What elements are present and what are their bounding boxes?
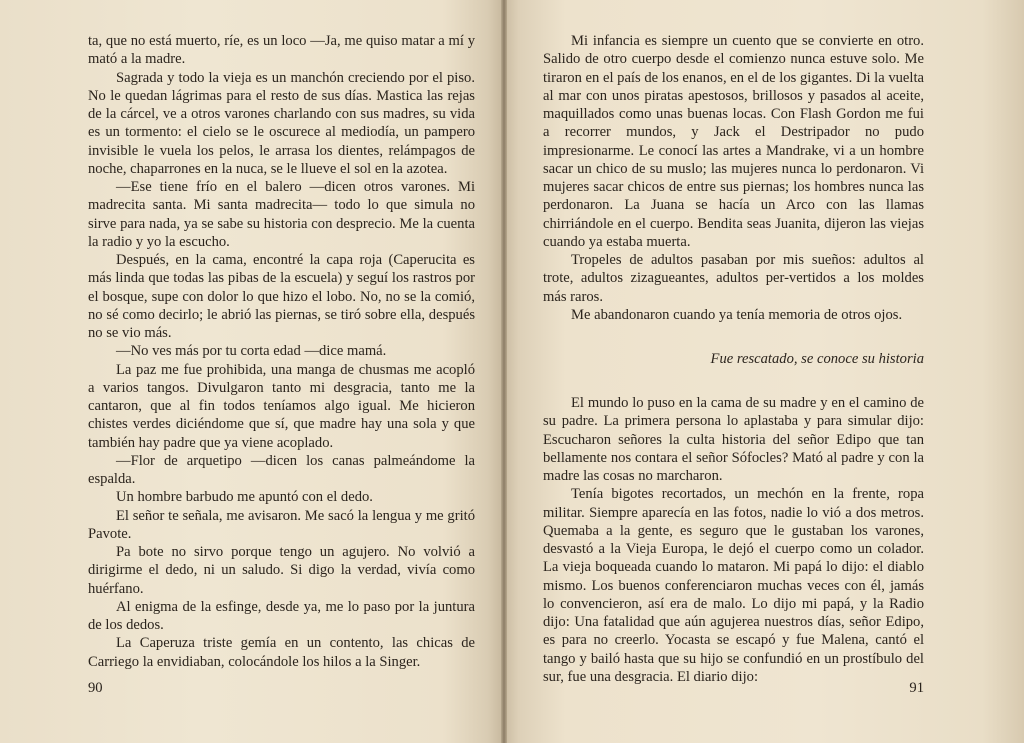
left-page-text: [88, 32, 475, 671]
paragraph: Sagrada y todo la vieja es un manchón creciendo por el piso. No le quedan lágrimas para el resto de sus días. Mastica las rejas de la cárcel, ve a otros varones charlando con sus madres, su vida es un tormento: el cielo se le oscurece al mediodía, un pampero invisible le vuela los pelos, le arrasa los dientes, relámpagos de noche, chaparrones en la nuca, se le llueve el sol en la azotea.: [88, 69, 475, 177]
paragraph: Pa bote no sirvo porque tengo un agujero. No volvió a dirigirme el dedo, ni un saludo. Si digo la verdad, vivía como huérfano.: [88, 544, 475, 597]
paragraph: —Flor de arquetipo —dicen los canas palmeándome la espalda.: [88, 452, 475, 487]
paragraph: —Ese tiene frío en el balero —dicen otros varones. Mi madrecita santa. Mi santa madrecita— todo lo que simula no sirve para nada, ya se sabe su historia con desprecio. Me la cuenta la radio y yo la escucho.: [88, 179, 475, 250]
paragraph: El mundo lo puso en la cama de su madre y en el camino de su padre. La primera persona lo aplastaba y para simular dijo: Escucharon señores la culta historia del señor Edipo que tan bellamente nos contara el señor Sófocles? Mató al padre y con la madre las cosas no marcharon.: [543, 395, 924, 484]
paragraph: —No ves más por tu corta edad —dice mamá.: [116, 343, 387, 360]
page-number: 91: [909, 680, 924, 696]
right-page-text: [543, 32, 924, 686]
paragraph: Después, en la cama, encontré la capa roja (Caperucita es más linda que todas las pibas de la escuela) y seguí los rastros por el bosque, supe con dolor lo que hizo el lobo. No, no se la comió, no sé como decirlo; le abrió las piernas, se tiró sobre ella, después no se vio más.: [88, 252, 475, 341]
page-number: 90: [88, 680, 103, 696]
paragraph: Mi infancia es siempre un cuento que se convierte en otro. Salido de otro cuerpo desde el comienzo nunca estuve solo. Me tiraron en el país de los enanos, en el de los gigantes. Di la vuelta al mar con unos piratas apestosos, brillosos y pasados al aceite, maquillados como unas buenas locas. Con Flash Gordon me fui a recorrer mundos, y Jack el Destripador no pudo impresionarme. Le conocí las artes a Mandrake, vi a un hombre sacar un chico de su muslo; las mujeres nunca lo perdonaron. Vi mujeres sacar chicos de entre sus piernas; los hombres nunca las perdonaron. La Juana se hacía un Arco con las llamas chirriándole en el cuerpo. Bendita seas Juanita, dijeron las viejas cuando ya estaba muerta.: [543, 33, 924, 250]
right-page: [503, 0, 1024, 743]
paragraph: El señor te señala, me avisaron. Me sacó la lengua y me gritó Pavote.: [88, 507, 475, 542]
section-heading: Fue rescatado, se conoce su historia: [710, 351, 924, 367]
paragraph: Un hombre barbudo me apuntó con el dedo.: [116, 489, 373, 506]
paragraph: La Caperuza triste gemía en un contento, las chicas de Carriego la envidiaban, colocándole los hilos a la Singer.: [88, 635, 475, 670]
paragraph: Al enigma de la esfinge, desde ya, me lo paso por la juntura de los dedos.: [88, 598, 475, 633]
left-page: [0, 0, 503, 743]
paragraph: Me abandonaron cuando ya tenía memoria de otros ojos.: [571, 306, 903, 323]
paragraph: Tropeles de adultos pasaban por mis sueños: adultos al trote, adultos zizagueantes, adultos per-vertidos a los moldes más raros.: [543, 252, 924, 305]
paragraph: La paz me fue prohibida, una manga de chusmas me acopló a varios tangos. Divulgaron tanto mi desgracia, tanto me la cantaron, que al fin todos teníamos algo igual. Me hicieron chistes verdes diciéndome que sí, que madre hay una sola y que también hay padre que ya viene acoplado.: [88, 361, 475, 451]
book-gutter: [501, 0, 507, 743]
paragraph: Tenía bigotes recortados, un mechón en la frente, ropa militar. Siempre aparecía en las fotos, nadie lo vió a dos metros. Quemaba a la gente, es seguro que le gustaban los varones, desvastó a la Vieja Europa, le dejó el cuerpo como un colador. La vieja boqueada cuando lo mataron. Mi papá lo dijo: el diablo mismo. Los buenos conferenciaron muchas veces con él, jamás lo convencieron, así era de malo. Lo dijo mi papá, y la Radio dijo: Una fatalidad que aún agujerea nuestros días, señor Edipo, es para no creerlo. Yocasta se escapó y fue Malena, cantó el tango y bailó hasta que su hijo se confundió en un prostíbulo del sur, fue una desgracia. El diario dijo:: [543, 486, 924, 685]
paragraph: ta, que no está muerto, ríe, es un loco —Ja, me quiso matar a mí y mató a la madre.: [88, 33, 475, 68]
